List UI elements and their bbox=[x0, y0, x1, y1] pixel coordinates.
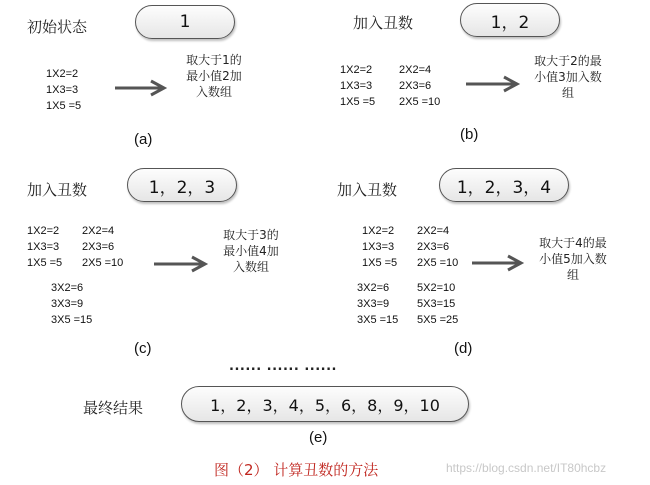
product-item: 2X2=4 bbox=[417, 225, 450, 237]
panel-d-note: 取大于4的最小值5加入数组 bbox=[539, 236, 607, 282]
panel-d-col4 bbox=[417, 280, 458, 328]
panel-c-label: 加入丑数 bbox=[27, 181, 88, 199]
final-array: 1，2，3，4，5，6，8，9，10 bbox=[181, 386, 469, 422]
panel-d-col1 bbox=[362, 223, 397, 271]
panel-a-note: 取大于1的最小值2加入数组 bbox=[186, 53, 242, 99]
product-item: 1X3=3 bbox=[46, 84, 79, 96]
figure-title: 图（2） 计算丑数的方法 bbox=[214, 461, 379, 479]
arrow-icon bbox=[466, 76, 520, 92]
panel-d-col3 bbox=[357, 280, 398, 328]
panel-c-note: 取大于3的最小值4加入数组 bbox=[223, 228, 279, 274]
product-item: 1X3=3 bbox=[27, 241, 60, 253]
panel-c-col2 bbox=[82, 223, 123, 271]
panel-d-array: 1，2，3，4 bbox=[439, 168, 569, 202]
product-item: 3X5 =15 bbox=[51, 314, 93, 326]
panel-b-caption: (b) bbox=[460, 126, 479, 143]
panel-c-caption: (c) bbox=[134, 340, 152, 357]
final-label: 最终结果 bbox=[83, 399, 144, 417]
product-item: 1X3=3 bbox=[340, 80, 373, 92]
panel-b-col1 bbox=[340, 62, 375, 110]
panel-b-array: 1，2 bbox=[460, 3, 560, 37]
watermark: https://blog.csdn.net/IT80hcbz bbox=[446, 461, 607, 475]
product-item: 1X2=2 bbox=[46, 68, 79, 80]
product-item: 1X3=3 bbox=[362, 241, 395, 253]
product-item: 1X2=2 bbox=[27, 225, 60, 237]
product-item: 2X3=6 bbox=[417, 241, 450, 253]
panel-b-note: 取大于2的最小值3加入数组 bbox=[534, 54, 602, 100]
product-item: 2X5 =10 bbox=[417, 257, 459, 269]
arrow-icon bbox=[154, 256, 208, 272]
panel-a-label: 初始状态 bbox=[27, 18, 88, 36]
panel-c-col1 bbox=[27, 223, 62, 271]
product-item: 5X2=10 bbox=[417, 282, 456, 294]
panel-b-label: 加入丑数 bbox=[353, 14, 414, 32]
product-item: 3X2=6 bbox=[51, 282, 84, 294]
product-item: 1X5 =5 bbox=[340, 96, 376, 108]
ellipsis: ...... ...... ...... bbox=[229, 359, 337, 374]
product-item: 1X5 =5 bbox=[46, 100, 82, 112]
product-item: 3X3=9 bbox=[357, 298, 390, 310]
product-item: 1X5 =5 bbox=[27, 257, 63, 269]
product-item: 2X3=6 bbox=[399, 80, 432, 92]
product-item: 3X2=6 bbox=[357, 282, 390, 294]
product-item: 5X5 =25 bbox=[417, 314, 459, 326]
product-item: 2X5 =10 bbox=[82, 257, 124, 269]
panel-d-caption: (d) bbox=[454, 340, 473, 357]
panel-d-label: 加入丑数 bbox=[337, 181, 398, 199]
panel-c-col3 bbox=[51, 280, 92, 328]
product-item: 1X2=2 bbox=[362, 225, 395, 237]
panel-a-caption: (a) bbox=[134, 131, 153, 148]
arrow-icon bbox=[115, 80, 167, 96]
panel-d-col2 bbox=[417, 223, 458, 271]
product-item: 1X2=2 bbox=[340, 64, 373, 76]
panel-c-array: 1，2，3 bbox=[127, 168, 237, 202]
panel-a-array: 1 bbox=[135, 5, 235, 39]
product-item: 2X3=6 bbox=[82, 241, 115, 253]
final-caption: (e) bbox=[309, 429, 328, 446]
arrow-icon bbox=[472, 255, 524, 271]
panel-a-products bbox=[46, 66, 81, 114]
product-item: 3X5 =15 bbox=[357, 314, 399, 326]
product-item: 2X5 =10 bbox=[399, 96, 441, 108]
product-item: 3X3=9 bbox=[51, 298, 84, 310]
panel-b-col2 bbox=[399, 62, 440, 110]
product-item: 1X5 =5 bbox=[362, 257, 398, 269]
product-item: 5X3=15 bbox=[417, 298, 456, 310]
product-item: 2X2=4 bbox=[399, 64, 432, 76]
product-item: 2X2=4 bbox=[82, 225, 115, 237]
